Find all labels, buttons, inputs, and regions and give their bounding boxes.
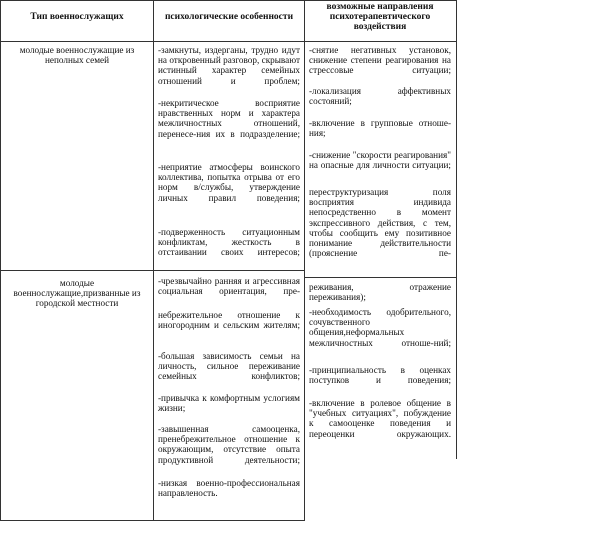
row1-direction-4: -снижение "скорости реагирования" на опасные для личности ситуации; — [309, 150, 451, 171]
table-border-left — [0, 0, 1, 521]
row2-feature-6: -низкая военно-профессиональная направленость. — [158, 478, 300, 499]
table-border-top — [0, 0, 456, 1]
row1-direction-2: -локализация аффективных состояний; — [309, 86, 451, 107]
col-divider-2 — [304, 0, 305, 521]
row2-direction-1: реживания, отражение переживания); — [309, 282, 451, 303]
row1-feature-1: -замкнуты, издерганы, трудно идут на откровенный разговор, скрывают истинный характер семейных отношений и проблем; — [158, 45, 300, 86]
row2-direction-2: -необходимость одобрительного, сочувственного общения,неформальных межличностных отноше-ний; — [309, 307, 451, 348]
row2-direction-3: -принципиальность в оценках поступков и поведения; — [309, 365, 451, 386]
row2-feature-3: -большая зависимость семьи на личность, сильное переживание семейных конфликтов; — [158, 351, 300, 382]
row1-feature-4: -подверженность ситуационным конфликтам, жесткость в отстаивании своих интересов; — [158, 227, 300, 258]
row2-direction-4: -включение в ролевое общение в "учебных ситуациях", побуждение к самооценке поведения и переоценки окружающих. — [309, 398, 451, 439]
row1-direction-5: переструктуризация поля восприятия индивида непосредственно в момент экспрессивного действия, с тем, чтобы сообщить ему позитивное понимание действительности (прояснение пе- — [309, 187, 451, 259]
row2-feature-4: -привычка к комфортным услогиям жизни; — [158, 393, 300, 414]
row2-type: молодые военнослужащие,призванные из городской местности — [13, 278, 141, 309]
row2-feature-2: небрежительное отношение к иногородним и сельским жителям; — [158, 310, 300, 331]
row-divider-left — [0, 270, 305, 271]
col-divider-3 — [456, 0, 457, 459]
row1-direction-3: -включение в групповые отноше-ния; — [309, 118, 451, 139]
header-directions: возможные направления психотерапевтического воздействия — [326, 2, 434, 32]
header-type: Тип военнослужащих — [30, 12, 124, 22]
row-divider-right — [304, 277, 456, 278]
row1-direction-1: -снятие негативных установок, снижение степени реагирования на стрессовые ситуации; — [309, 45, 451, 76]
header-bottom-line — [0, 41, 456, 42]
row2-feature-1: -чрезвычайно ранняя и агрессивная социальная ориентация, пре- — [158, 276, 300, 297]
row1-feature-3: -неприятие атмосферы воинского коллектива, попытка отрыва от его норм в/службы, утверждение личных правил поведения; — [158, 162, 300, 203]
row1-feature-2: -некритическое восприятие нравственных норм и характера межличностных отношений, перенесе-ния их в подразделение; — [158, 98, 300, 139]
header-features: психологические особенности — [164, 12, 294, 22]
row2-feature-5: -завышенная самооценка, пренебрежительное отношение к окружающим, отсутствие опыта продуктивной деятельности; — [158, 424, 300, 465]
row1-type: молодые военнослужащие из неполных семей — [19, 45, 135, 66]
col-divider-1 — [153, 0, 154, 521]
